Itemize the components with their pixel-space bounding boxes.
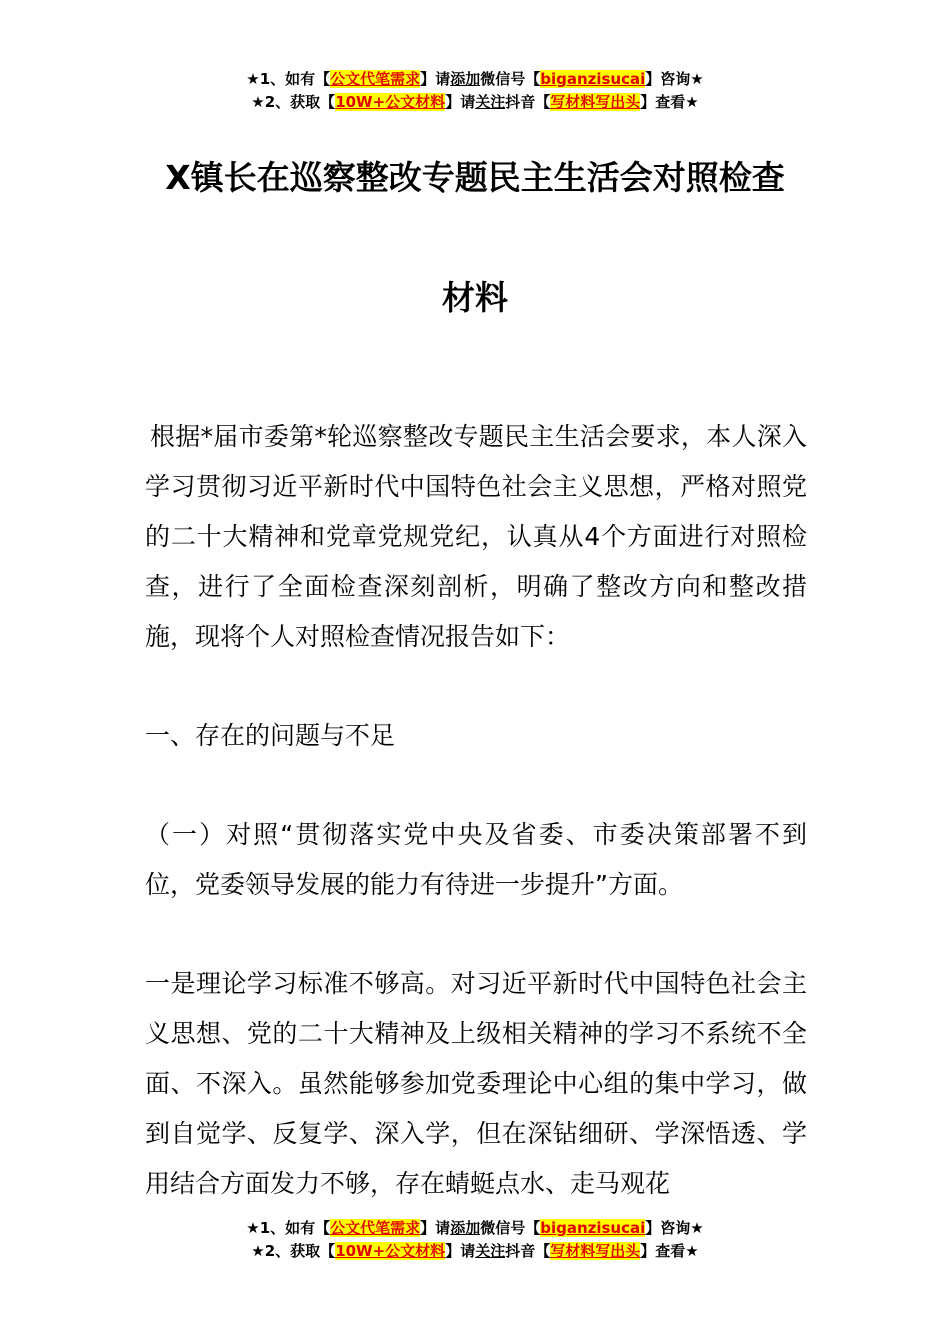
banner-highlight: 10W+公文材料 xyxy=(335,1242,446,1260)
page-title-line-2: 材料 xyxy=(442,278,508,317)
bottom-banner xyxy=(0,1217,950,1263)
body-paragraph: 一是理论学习标准不够高。对习近平新时代中国特色社会主义思想、党的二十大精神及上级相关精神的学习不系统不全面、不深入。虽然能够参加党委理论中心组的集中学习，做到自觉学、反复学、深入学，但在深钻细研、学深悟透、学用结合方面发力不够，存在蜻蜓点水、走马观花 xyxy=(145,969,807,1198)
banner-highlight: 公文代笔需求 xyxy=(330,1219,421,1237)
banner-line-2: ★2、获取【10W+公文材料】请关注抖音【写材料写出头】查看★ xyxy=(251,1242,699,1260)
subsection-heading: （一）对照“贯彻落实党中央及省委、市委决策部署不到位，党委领导发展的能力有待进一步提升”方面。 xyxy=(145,820,807,899)
banner-line-1: ★1、如有【公文代笔需求】请添加微信号【biganzisucai】咨询★ xyxy=(246,1219,704,1237)
banner-highlight: 写材料写出头 xyxy=(550,93,641,111)
top-banner xyxy=(0,68,950,114)
banner-highlight: biganzisucai xyxy=(540,70,646,88)
page-title-line-1: X镇长在巡察整改专题民主生活会对照检查 xyxy=(165,158,785,197)
intro-paragraph: 根据*届市委第*轮巡察整改专题民主生活会要求，本人深入学习贯彻习近平新时代中国特色社会主义思想，严格对照党的二十大精神和党章党规党纪，认真从4个方面进行对照检查，进行了全面检查深刻剖析，明确了整改方向和整改措施，现将个人对照检查情况报告如下： xyxy=(145,422,807,651)
section-heading: 一、存在的问题与不足 xyxy=(145,721,396,750)
banner-line-1: ★1、如有【公文代笔需求】请添加微信号【biganzisucai】咨询★ xyxy=(246,70,704,88)
banner-highlight: 10W+公文材料 xyxy=(335,93,446,111)
banner-line-2: ★2、获取【10W+公文材料】请关注抖音【写材料写出头】查看★ xyxy=(251,93,699,111)
banner-highlight: 公文代笔需求 xyxy=(330,70,421,88)
banner-highlight: biganzisucai xyxy=(540,1219,646,1237)
banner-highlight: 写材料写出头 xyxy=(550,1242,641,1260)
